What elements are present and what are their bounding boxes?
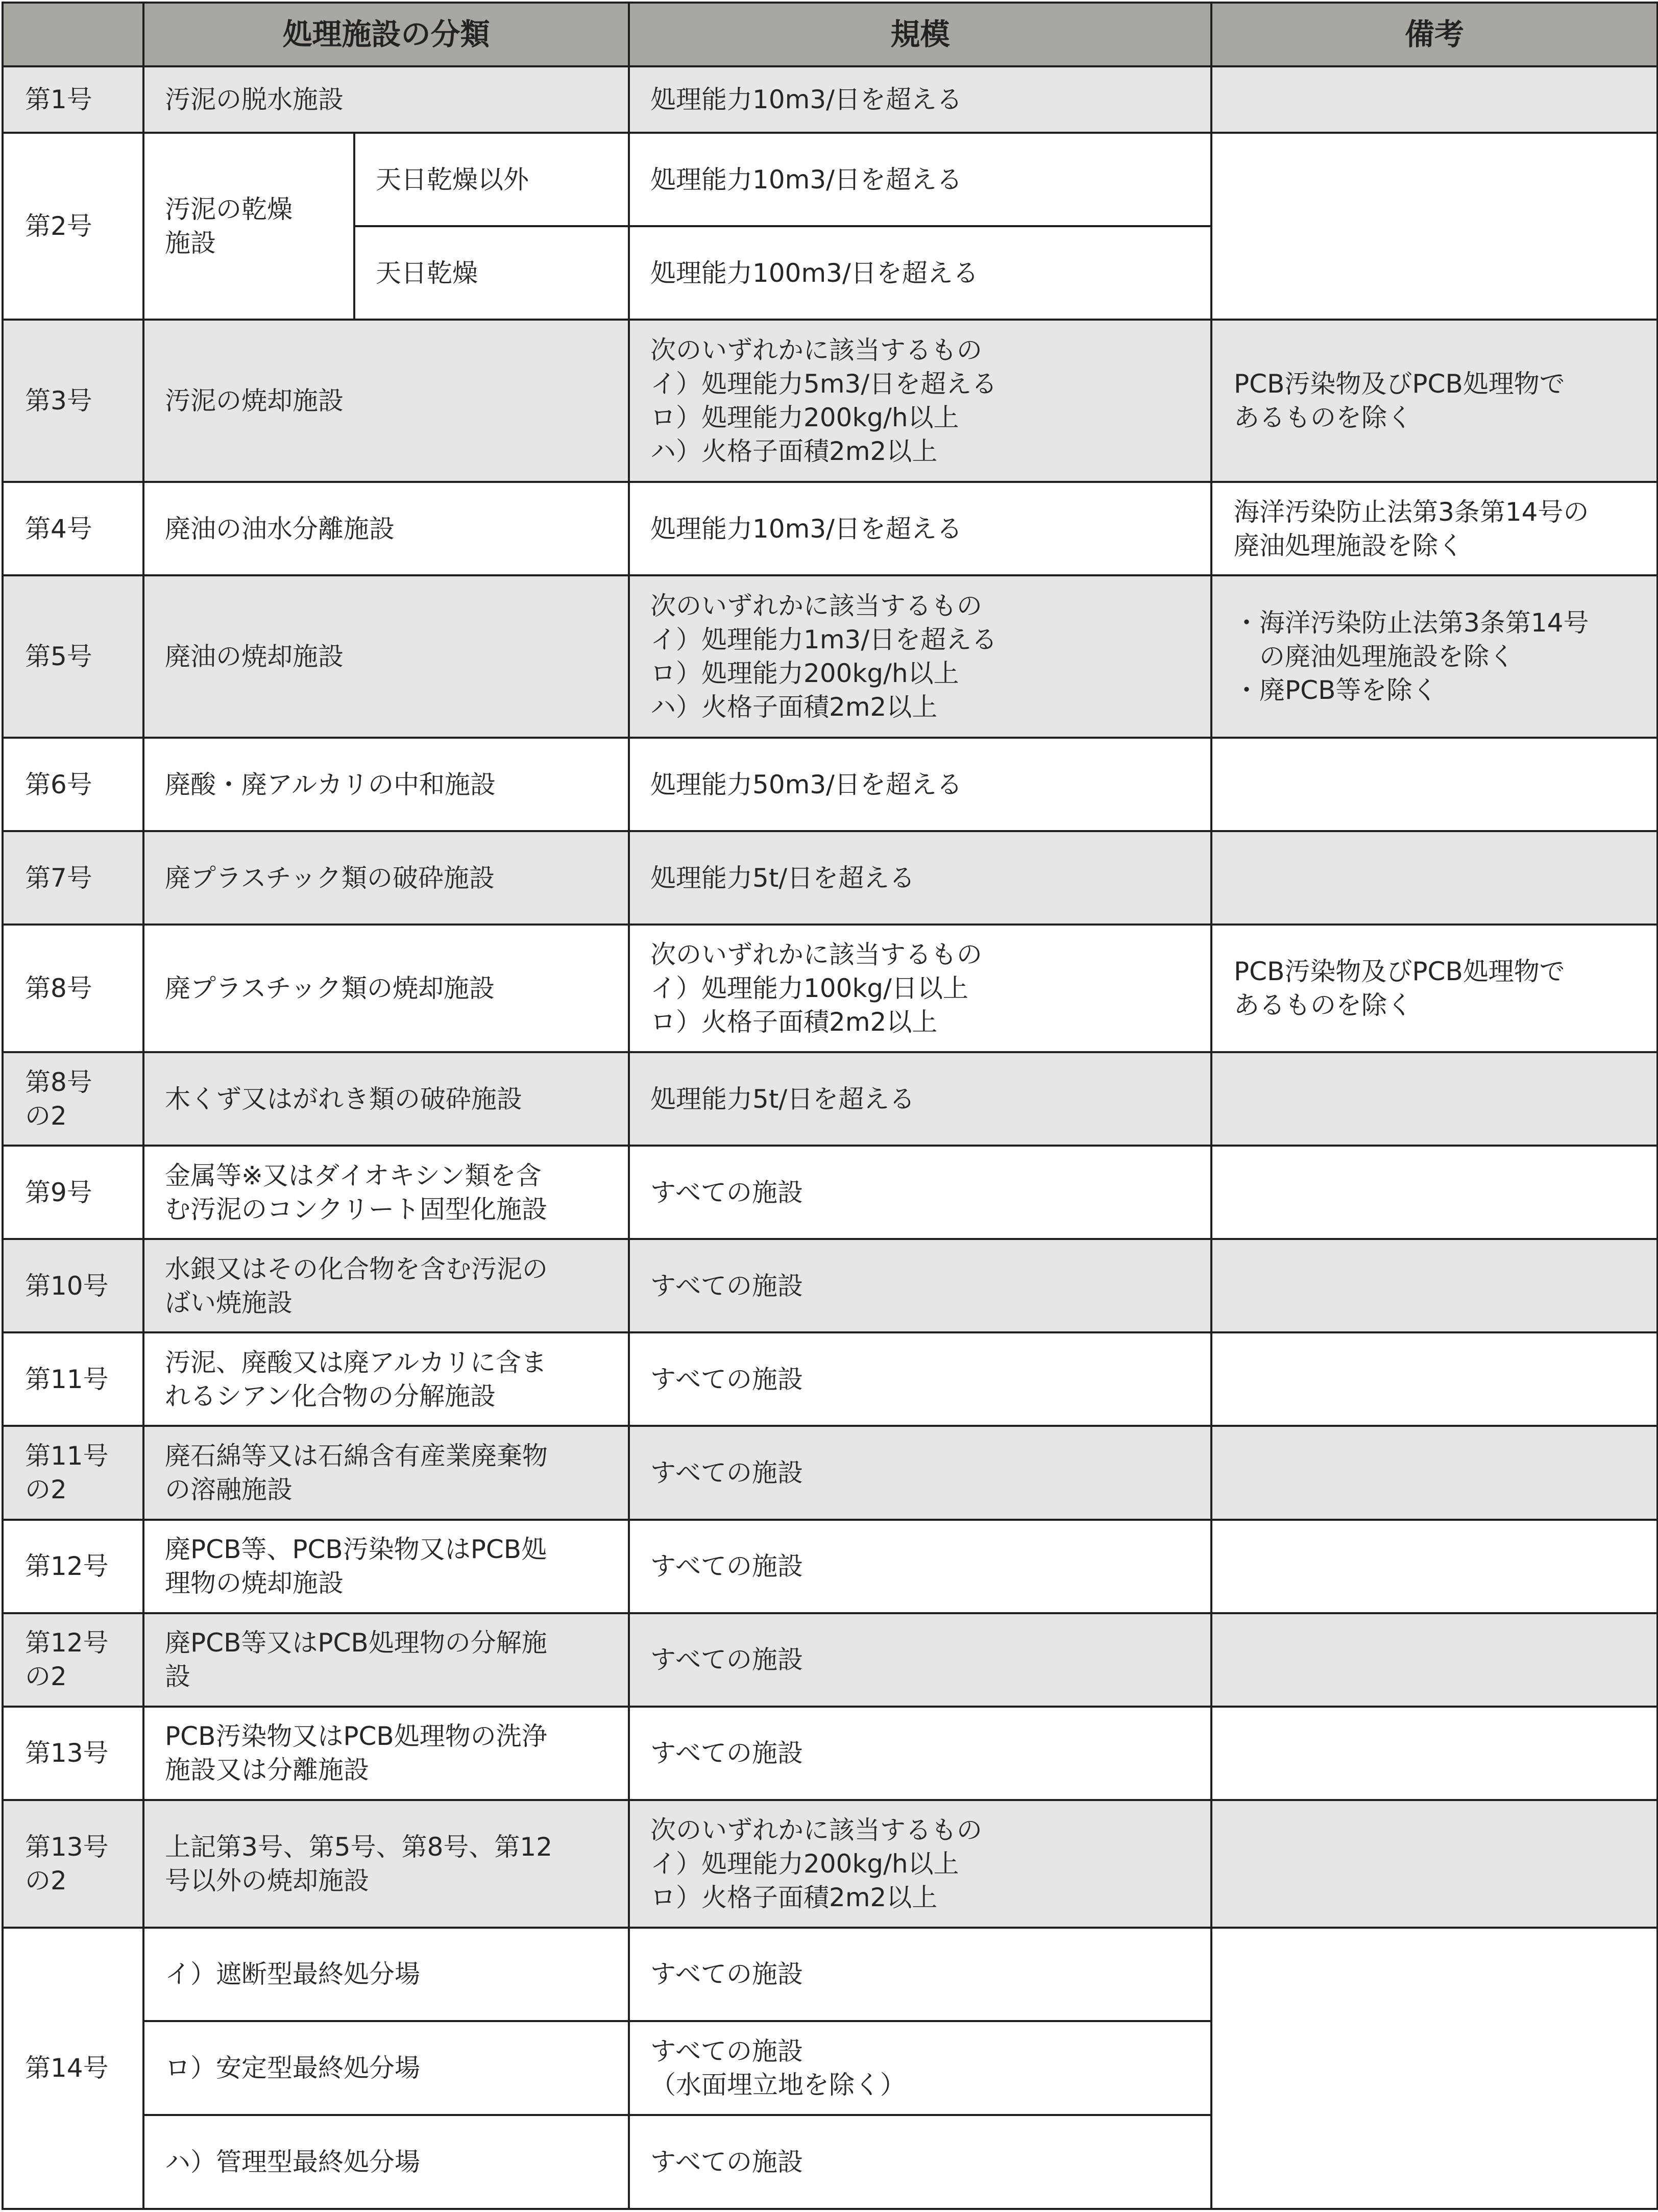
row-notes	[1211, 133, 1657, 320]
table-row	[3, 1707, 1657, 1800]
row-category: 廃PCB等、PCB汚染物又はPCB処 理物の焼却施設	[143, 1520, 629, 1613]
row-number: 第4号	[3, 482, 143, 575]
table-row	[3, 1800, 1657, 1928]
facility-classification-table	[2, 2, 1658, 2210]
row-category: 廃油の油水分離施設	[143, 482, 629, 575]
row-number: 第13号 の2	[3, 1800, 143, 1928]
row-number: 第9号	[3, 1146, 143, 1239]
row-category: 廃石綿等又は石綿含有産業廃棄物 の溶融施設	[143, 1426, 629, 1519]
row-number: 第11号	[3, 1332, 143, 1426]
row-scale: すべての施設	[629, 1332, 1211, 1426]
table-row	[3, 738, 1657, 831]
row-scale: 次のいずれかに該当するもの イ）処理能力200kg/h以上 ロ）火格子面積2m2以上	[629, 1800, 1211, 1928]
row-number: 第8号	[3, 925, 143, 1052]
row-scale: すべての施設	[629, 1239, 1211, 1332]
row-category: 汚泥、廃酸又は廃アルカリに含ま れるシアン化合物の分解施設	[143, 1332, 629, 1426]
row-number: 第7号	[3, 831, 143, 925]
row-category: 汚泥の焼却施設	[143, 320, 629, 482]
row-category: PCB汚染物又はPCB処理物の洗浄 施設又は分離施設	[143, 1707, 629, 1800]
row-notes	[1211, 1520, 1657, 1613]
row-number: 第8号 の2	[3, 1052, 143, 1146]
table-row	[3, 1520, 1657, 1613]
row-category: 上記第3号、第5号、第8号、第12 号以外の焼却施設	[143, 1800, 629, 1928]
table-row	[3, 1426, 1657, 1519]
row-category: 廃PCB等又はPCB処理物の分解施 設	[143, 1613, 629, 1707]
row-scale: 処理能力5t/日を超える	[629, 831, 1211, 925]
row-number: 第10号	[3, 1239, 143, 1332]
row-scale: 処理能力100m3/日を超える	[629, 226, 1211, 320]
table-row	[3, 1052, 1657, 1146]
row-scale: すべての施設	[629, 1707, 1211, 1800]
row-notes: PCB汚染物及びPCB処理物で あるものを除く	[1211, 925, 1657, 1052]
row-scale: すべての施設	[629, 1146, 1211, 1239]
header-category: 処理施設の分類	[143, 3, 629, 66]
row-notes	[1211, 1928, 1657, 2209]
row-scale: 次のいずれかに該当するもの イ）処理能力1m3/日を超える ロ）処理能力200kg/h以上 ハ）火格子面積2m2以上	[629, 575, 1211, 738]
row-notes: 海洋汚染防止法第3条第14号の 廃油処理施設を除く	[1211, 482, 1657, 575]
table-row	[3, 1928, 1657, 2021]
table-row	[3, 1332, 1657, 1426]
row-subcategory: 天日乾燥以外	[354, 133, 629, 226]
table-row	[3, 66, 1657, 133]
row-scale: 次のいずれかに該当するもの イ）処理能力5m3/日を超える ロ）処理能力200kg/h以上 ハ）火格子面積2m2以上	[629, 320, 1211, 482]
row-category: 木くず又はがれき類の破砕施設	[143, 1052, 629, 1146]
row-category: 汚泥の脱水施設	[143, 66, 629, 133]
row-category: 廃プラスチック類の焼却施設	[143, 925, 629, 1052]
row-scale: すべての施設	[629, 2115, 1211, 2209]
table-row	[3, 1239, 1657, 1332]
row-scale: すべての施設	[629, 1426, 1211, 1519]
row-notes	[1211, 831, 1657, 925]
row-notes	[1211, 1239, 1657, 1332]
row-notes: PCB汚染物及びPCB処理物で あるものを除く	[1211, 320, 1657, 482]
row-notes	[1211, 1426, 1657, 1519]
table-row	[3, 320, 1657, 482]
row-notes	[1211, 1332, 1657, 1426]
row-category: ハ）管理型最終処分場	[143, 2115, 629, 2209]
row-category: 廃油の焼却施設	[143, 575, 629, 738]
row-number: 第13号	[3, 1707, 143, 1800]
row-number: 第12号 の2	[3, 1613, 143, 1707]
row-category: イ）遮断型最終処分場	[143, 1928, 629, 2021]
table-row	[3, 482, 1657, 575]
header-notes: 備考	[1211, 3, 1657, 66]
row-number: 第14号	[3, 1928, 143, 2209]
row-subcategory: 天日乾燥	[354, 226, 629, 320]
row-number: 第1号	[3, 66, 143, 133]
row-notes	[1211, 1052, 1657, 1146]
row-category: 金属等※又はダイオキシン類を含 む汚泥のコンクリート固型化施設	[143, 1146, 629, 1239]
row-scale: 処理能力50m3/日を超える	[629, 738, 1211, 831]
row-notes	[1211, 1800, 1657, 1928]
row-scale: 処理能力10m3/日を超える	[629, 133, 1211, 226]
row-category: 廃酸・廃アルカリの中和施設	[143, 738, 629, 831]
table-row	[3, 831, 1657, 925]
header-scale: 規模	[629, 3, 1211, 66]
row-category: 水銀又はその化合物を含む汚泥の ばい焼施設	[143, 1239, 629, 1332]
row-notes: ・海洋汚染防止法第3条第14号 の廃油処理施設を除く ・廃PCB等を除く	[1211, 575, 1657, 738]
row-scale: すべての施設 （水面埋立地を除く）	[629, 2021, 1211, 2115]
row-scale: すべての施設	[629, 1613, 1211, 1707]
row-category: ロ）安定型最終処分場	[143, 2021, 629, 2115]
header-no	[3, 3, 143, 66]
row-notes	[1211, 738, 1657, 831]
row-category: 廃プラスチック類の破砕施設	[143, 831, 629, 925]
table-row	[3, 1146, 1657, 1239]
row-number: 第12号	[3, 1520, 143, 1613]
row-scale: 処理能力5t/日を超える	[629, 1052, 1211, 1146]
row-scale: すべての施設	[629, 1928, 1211, 2021]
header-row	[3, 3, 1657, 66]
row-number: 第5号	[3, 575, 143, 738]
table-row	[3, 1613, 1657, 1707]
row-notes	[1211, 1613, 1657, 1707]
row-number: 第2号	[3, 133, 143, 320]
row-number: 第3号	[3, 320, 143, 482]
row-category: 汚泥の乾燥 施設	[143, 133, 354, 320]
row-scale: すべての施設	[629, 1520, 1211, 1613]
row-scale: 次のいずれかに該当するもの イ）処理能力100kg/日以上 ロ）火格子面積2m2以上	[629, 925, 1211, 1052]
row-number: 第11号 の2	[3, 1426, 143, 1519]
row-notes	[1211, 66, 1657, 133]
table-row	[3, 133, 1657, 226]
row-scale: 処理能力10m3/日を超える	[629, 66, 1211, 133]
table-row	[3, 575, 1657, 738]
row-scale: 処理能力10m3/日を超える	[629, 482, 1211, 575]
row-notes	[1211, 1146, 1657, 1239]
table-row	[3, 925, 1657, 1052]
row-number: 第6号	[3, 738, 143, 831]
row-notes	[1211, 1707, 1657, 1800]
